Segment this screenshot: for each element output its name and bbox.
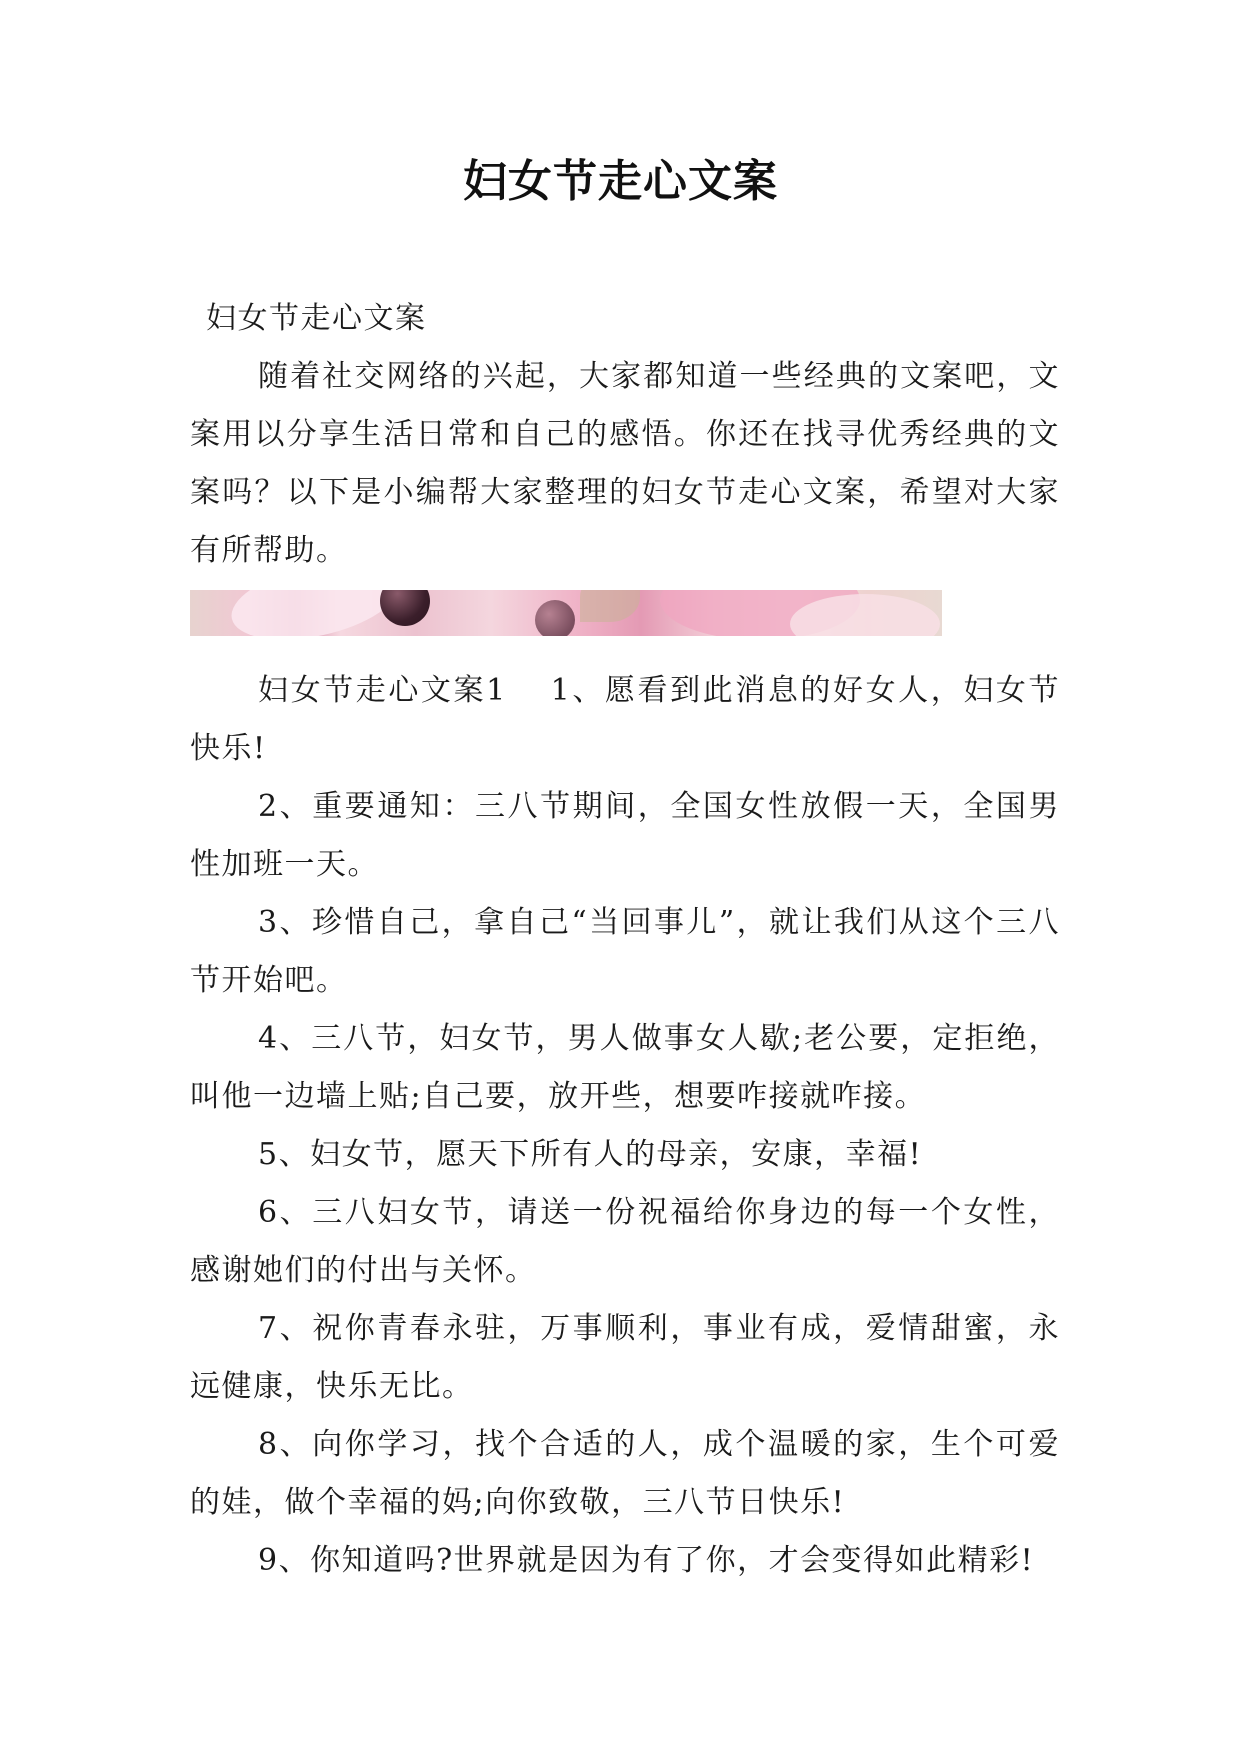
list-item-8: 8、向你学习，找个合适的人，成个温暖的家，生个可爱的娃，做个幸福的妈;向你致敬，三八节日快乐! bbox=[190, 1427, 1060, 1520]
petal-shape bbox=[225, 590, 406, 636]
list-item-3: 3、珍惜自己，拿自己“当回事儿”，就让我们从这个三八节开始吧。 bbox=[190, 905, 1060, 998]
leaf-shape bbox=[580, 590, 640, 622]
list-item-1: 1、愿看到此消息的好女人，妇女节快乐! bbox=[190, 673, 1060, 766]
list-item-7: 7、祝你青春永驻，万事顺利，事业有成，爱情甜蜜，永远健康，快乐无比。 bbox=[190, 1311, 1060, 1404]
section-1-heading: 妇女节走心文案1 bbox=[258, 673, 507, 708]
section-subtitle: 妇女节走心文案 bbox=[206, 301, 427, 336]
berry-shape bbox=[380, 590, 430, 626]
intro-paragraph: 随着社交网络的兴起，大家都知道一些经典的文案吧，文案用以分享生活日常和自己的感悟。你还在找寻优秀经典的文案吗？以下是小编帮大家整理的妇女节走心文案，希望对大家有所帮助。 bbox=[190, 359, 1060, 568]
document-body bbox=[190, 290, 1060, 1590]
list-item-2: 2、重要通知：三八节期间，全国女性放假一天，全国男性加班一天。 bbox=[190, 789, 1060, 882]
list-item-4: 4、三八节，妇女节，男人做事女人歇;老公要，定拒绝，叫他一边墙上贴;自己要，放开些，想要咋接就咋接。 bbox=[190, 1021, 1060, 1114]
flower-banner-image bbox=[190, 590, 942, 636]
list-item-6: 6、三八妇女节，请送一份祝福给你身边的每一个女性，感谢她们的付出与关怀。 bbox=[190, 1195, 1060, 1288]
document-title: 妇女节走心文案 bbox=[463, 156, 778, 207]
section-1-paragraph bbox=[190, 662, 1060, 778]
berry-shape bbox=[535, 600, 575, 636]
list-item-9: 9、你知道吗?世界就是因为有了你，才会变得如此精彩! bbox=[258, 1543, 1035, 1578]
list-item-5: 5、妇女节，愿天下所有人的母亲，安康，幸福! bbox=[258, 1137, 923, 1172]
